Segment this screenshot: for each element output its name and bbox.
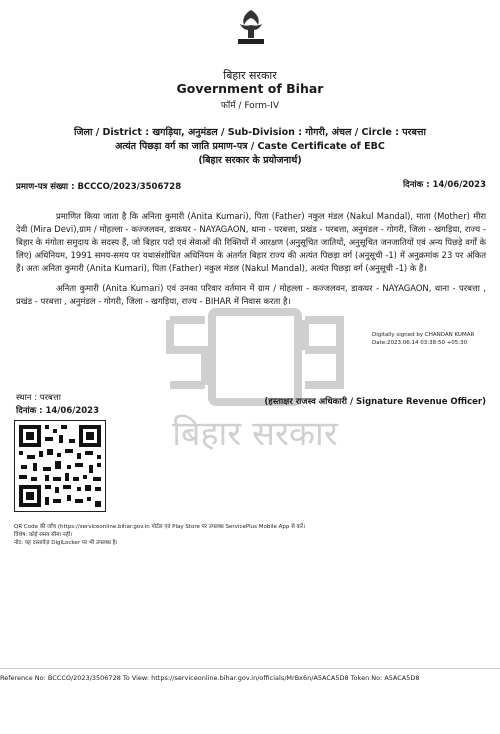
digilocker-note: नोट: यह दस्तावेज़ DigiLocker पर भी उपलब्ध है। [14,540,118,546]
digital-signature-line2: Date:2023.06.14 03:38:50 +05:30 [372,340,468,346]
govt-title: Government of Bihar [176,81,324,96]
hindi-title: बिहार सरकार [223,69,277,82]
qr-code [14,420,106,512]
qr-validity-note: विशेष: कोई समय सीमा नहीं। [14,532,73,538]
bihar-govt-emblem-icon [236,8,266,46]
digital-signature-line1: Digitally signed by CHANDAN KUMAR [372,332,475,338]
place-date: दिनांक : 14/06/2023 [16,406,100,416]
place: स्थान : परबत्ता [16,393,61,403]
qr-verification-note: QR Code की जाँच (https://serviceonline.bihar.gov.in पोर्टल एवं Play Store पर उपलब्ध ServicePlus Mobile App से करें। [14,524,306,530]
certificate-subtitle: (बिहार सरकार के प्रयोजनार्थ) [198,155,302,166]
certificate-body-paragraph-2: अनिता कुमारी (Anita Kumari) एवं उनका परिवार वर्तमान में ग्राम / मोहल्ला - कज्जलवन, डाकघर - NAYAGAON, थाना - परबत्ता , प्रखंड - परबत्ता , अनुमंडल - गोगरी, जिला - खगड़िया, राज्य - BIHAR में निवास करता है। [16,283,486,306]
certificate-title: अत्यंत पिछड़ा वर्ग का जाति प्रमाण-पत्र / Caste Certificate of EBC [115,141,385,152]
form-label: फॉर्म / Form-IV [220,101,280,111]
district-line: जिला / District : खगड़िया, अनुमंडल / Sub-Division : गोगरी, अंचल / Circle : परबत्ता [74,127,426,138]
footer-reference: Reference No: BCCCO/2023/3506728 To View: https://serviceonline.bihar.gov.in/officials/MrBx6n/A5ACA5D8 Token No: A5ACA5D8 [0,674,420,682]
issue-date: दिनांक : 14/06/2023 [402,180,486,190]
watermark-text: बिहार सरकार [172,414,338,454]
certificate-body-paragraph-1: प्रमाणित किया जाता है कि अनिता कुमारी (Anita Kumari), पिता (Father) नकुल मंडल (Nakul Mandal), माता (Mother) मीरा देवी (Mira Devi),ग्राम / मोहल्ला - कज्जलवन, डाकघर - NAYAGAON, थाना - परबत्ता, प्रखंड - परबत्ता, अनुमंडल - गोगरी, जिला - खगड़िया, राज्य - बिहार के मंगोता समुदाय के सदस्य हैं, जो बिहार पदों एवं सेवाओं की रिक्तियों में आरक्षण (अनुसूचित जातियों, अनुसूचित जनजातियों एवं अन्य पिछड़े वर्गों के लिए) अधिनियम, 1991 समय-समय पर यथासंशोधित अधिनियम के अंतर्गत बिहार राज्य की अत्यंत पिछड़ा वर्ग (अनुसूची -1) में अनुक्रमांक 23 पर अंकित हैं। अतः अनिता कुमारी (Anita Kumari), पिता (Father) नकुल मंडल (Nakul Mandal), अत्यंत पिछड़ा वर्ग (अनुसूची -1) के हैं। [16,211,486,273]
footer-divider [0,668,500,669]
watermark-emblem-icon [150,300,360,480]
signature-label: (हस्ताक्षर राजस्व अधिकारी / Signature Revenue Officer) [264,397,486,407]
certificate-number: प्रमाण-पत्र संख्या : BCCCO/2023/3506728 [16,182,182,192]
